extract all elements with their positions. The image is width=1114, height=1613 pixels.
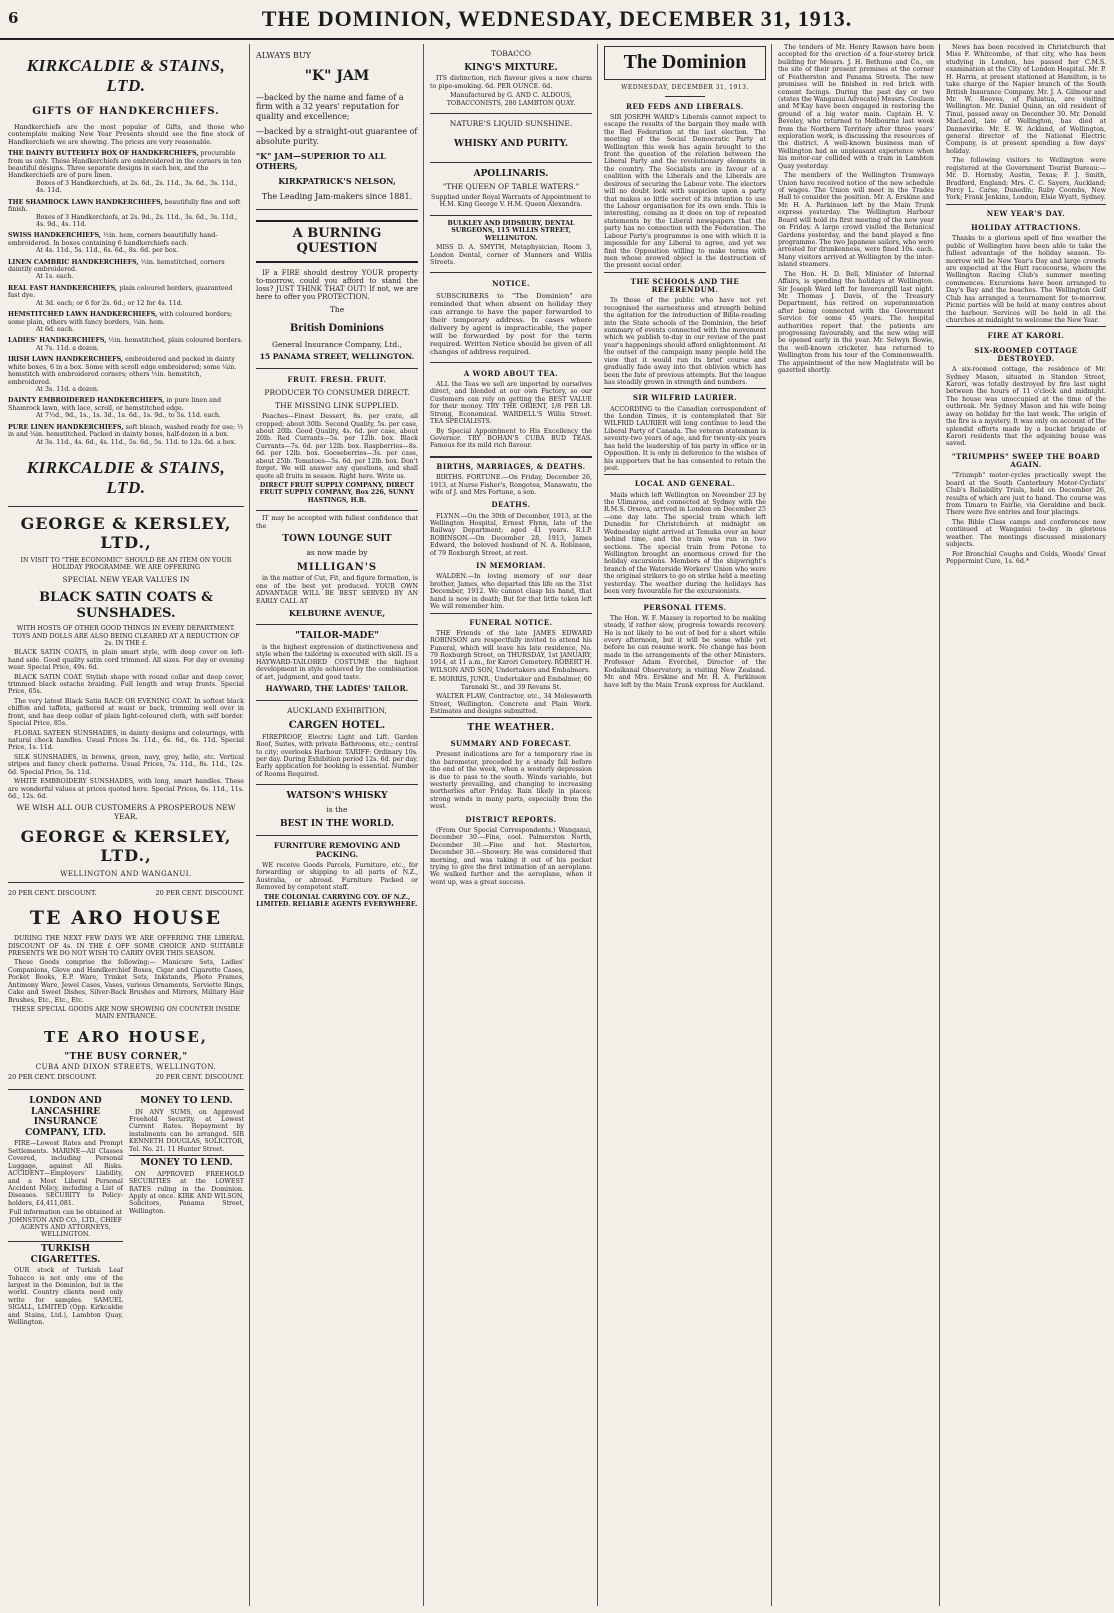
gifts-intro: Handkerchiefs are the most popular of Gifts, and those who contemplate making New Year Presents should see the fine stock of Handkerchiefs we are showing. The prices are very reasonable. [8, 123, 244, 146]
insurance-agents: Full information can be obtained at JOHNSTON AND CO., LTD., CHIEF AGENTS AND ATTORNEYS, WELLINGTON. [8, 1209, 123, 1239]
jam-leading: The Leading Jam-makers since 1881. [261, 192, 413, 202]
insurance-ad [8, 1094, 123, 1329]
te-aro-text: DURING THE NEXT FEW DAYS WE ARE OFFERING THE LIBERAL DISCOUNT OF 4s. IN THE £ OFF SOME CHOICE AND SUITABLE PRESENTS WE DO NOT WISH TO CARRY OVER THIS SEASON. [8, 935, 244, 957]
te-aro-show: THESE SPECIAL GOODS ARE NOW SHOWING ON COUNTER INSIDE MAIN ENTRANCE. [11, 1005, 241, 1021]
whisky-ad [430, 114, 592, 162]
handkerchief-item-text: ½in. hem, corners beautifully hand-embroidered. In boxes containing 6 handkerchiefs each. [8, 232, 218, 247]
col5-text-1: The tenders of Mr. Henry Rawson have been accepted for the erection of a four-storey brick building for Messrs. J. H. Bethune and Co., on the site of their present premises at the corner of Featherston and Panama Streets. The new premises will be finished in red brick with cement facings. During the past day or two (states the Wanganui Advocate) Messrs. Coulson and M'Kay have been engaged in restoring the ground of a big water main. Captain H. V. Beveley, who returned to Melbourne last week from the Northern Territory after three years' exploration work, is discussing the resources of the district. A well-known business man of Wellington had an unpleasant experience when his motor-car collided with a tram in Lambton Quay yesterday. [778, 44, 934, 170]
gk-items [8, 649, 244, 800]
smyth: MISS D. A. SMYTH, Metaphysician, Room 3, London Dental, corner of Manners and Willis Streets. [430, 244, 592, 266]
apoll-sub: "THE QUEEN OF TABLE WATERS." [442, 182, 580, 192]
triumphs-title: "TRIUMPHS" SWEEP THE BOARD AGAIN. [951, 451, 1101, 470]
tobacco-1: TOBACCO [491, 49, 531, 58]
handkerchief-item [8, 259, 244, 281]
handkerchief-item-name: SWISS HANDKERCHIEFS, [8, 232, 101, 240]
gk-title: GEORGE & KERSLEY, LTD., [20, 514, 232, 552]
tobacco-2: KING'S MIXTURE. [464, 62, 558, 73]
discount-left: 20 PER CENT. DISCOUNT. [8, 889, 97, 898]
tobacco-4: Manufactured by G. AND C. ALDOUS, TOBACCONISTS, 280 LAMBTON QUAY. [446, 92, 576, 107]
te-aro-goods: These Goods comprise the following:— Manicure Sets, Ladies' Companions, Glove and Handkerchief Boxes, Cigar and Cigarette Cases, Pocket Books, E.P. Ware, Trinket Sets, Inkstands, Photo Frames, Antimony Ware, Jewel Cases, Vases, various Ornaments, Serviette Rings, Cake and Sweet Dishes, Silver-Back Brushes and Mirrors, Military Hair Brushes, Etc., Etc., Etc. [8, 959, 244, 1004]
handkerchief-item [8, 356, 244, 393]
discount-left-2: 20 PER CENT. DISCOUNT. [8, 1073, 97, 1082]
kirkcaldie-title: KIRKCALDIE & STAINS, LTD. [26, 56, 226, 96]
column-2 [252, 44, 422, 1606]
handkerchief-item-text: in pure linen and Shamrock lawn, with lace, scroll, or hemstitched edge. [8, 397, 221, 412]
column-6 [942, 44, 1110, 1606]
handkerchief-item-name: LADIES' HANDKERCHIEFS, [8, 337, 107, 345]
handkerchief-item [8, 424, 244, 446]
jam-k: "K" JAM [304, 68, 370, 85]
col5-text-2: The members of the Wellington Tramways Union have received notice of the new schedule of wages. The Union will meet in the Trades Hall to consider the position. Mr. A. Erskine and Mr. H. A. Parkinson left by the Main Trunk express yesterday. The Wellington Harbour Board will hold its first meeting of the new year on Friday. A large crowd visited the Botanical Gardens yesterday, and the band played a fine programme. The two Japanese sailors, who were arrested for drunkenness, were fined 10s. each. Many visitors arrived at Wellington by the inter-island steamers. [778, 172, 934, 269]
gk-places: WELLINGTON AND WANGANUI. [60, 869, 192, 878]
memoriam-text: WALDEN.—In loving memory of our dear brother, James, who departed this life on the 31st December, 1912. We cannot clasp his hand, that hand is now in death; But for that little token left We will remember him. [430, 573, 592, 611]
money-title-2: MONEY TO LEND. [129, 1155, 244, 1171]
george-kersley-ad [8, 507, 244, 883]
tea-text: ALL the Teas we sell are imported by ourselves direct, and blended at our own Factory, so our Customers can rely on getting the BEST VALUE for their money. TRY THE ORIENT, 1/8 PER LB. Strong, Economical. WARDELL'S Willis Street. TEA SPECIALISTS. [430, 381, 592, 426]
handkerchief-item-prices: At 3s. 11d., 4s. 6d., 4s. 11d., 5s. 6d., 5s. 11d. to 12s. 6d. a box. [36, 438, 237, 446]
handkerchief-item-text: soft bleach, washed ready for use; ½ in and ¼in. hemstitched. Packed in dainty boxes, half-dozen in a box. [8, 423, 244, 439]
money-ads [129, 1094, 244, 1329]
tobacco-3: ITS distinction, rich flavour gives a new charm to pipe-smoking. 6d. PER OUNCE. 6d. [430, 75, 592, 90]
bd-addr: 15 PANAMA STREET, WELLINGTON. [259, 352, 415, 362]
apoll-text: Supplied under Royal Warrants of Appointment to H.M. King George V. H.M. Queen Alexandra. [431, 194, 591, 209]
furn-co: THE COLONIAL CARRYING COY. OF N.Z., LIMITED. RELIABLE AGENTS EVERYWHERE. [256, 893, 418, 909]
fire-title: FIRE AT KARORI. [946, 326, 1106, 343]
nature: NATURE'S LIQUID SUNSHINE. [449, 119, 573, 129]
column-1 [4, 44, 248, 1606]
weather-title: THE WEATHER. [430, 717, 592, 737]
handkerchief-item-text: embroidered and packed in dainty white boxes, 6 in a box. Some with scroll edge embroidered; some ¼in. hemstitch with embroidered corners; others ½in. hemstitch, embroidered. [8, 356, 237, 386]
gk-footer: GEORGE & KERSLEY, LTD., [20, 827, 232, 865]
bottom-ads [8, 1090, 244, 1329]
column-rule [597, 44, 598, 1606]
schools-text: To those of the public who have not yet recognised the earnestness and strength behind the agitation for the introduction of Bible-reading into the State schools of the Dominion, the brief summary of events connected with the movement which we publish to-day in our review of the past year's happenings should afford enlightenment. At the outset of the campaign many people held the view that it would run its brief course and gradually fade away into that oblivion which has been the fate of previous attempts. But the league has steadily grown in strength and numbers. [604, 297, 766, 386]
insurance-text: FIRE—Lowest Rates and Prompt Settlements. MARINE—All Classes Covered, including Personal Luggage, against All Risks. ACCIDENT—Employers' Liability, and a Most Liberal Personal Accident Policy, including a List of Diseases. SECURITY to Policy-holders, £4,411,081. [8, 1140, 123, 1207]
local-title: LOCAL AND GENERAL. [604, 474, 766, 491]
masthead [0, 0, 1114, 40]
cargen-ad [256, 701, 418, 785]
handkerchief-list [8, 150, 244, 446]
suit-made: as now made by [306, 547, 368, 557]
burning-question-ad [256, 210, 418, 369]
newspaper-title: THE DOMINION, WEDNESDAY, DECEMBER 31, 1913. [261, 6, 853, 31]
bible: The Bible Class camps and conferences now continued at Wanganui to-day in glorious weather. The meetings discussed missionary subjects. [946, 518, 1106, 549]
column-3 [426, 44, 596, 1606]
fruit-text: Peaches—Finest Dessert, 8s. per crate, all cropped; about 30lb. Second Quality, 5s. per case, about 20lb. Good Quality, 4s. 6d. per case, about 20lb. Red Currants—5s. per 12lb. box. Black Currants—7s. 6d. per 12lb. box. Raspberries—8s. 6d. per 12lb. box. Gooseberries—3s. per case, about 25lb. Tomatoes—5s. 6d. per 12lb. box. Don't forget. We will answer any questions, and shall quote all fruits in season. Right here. Write us. [256, 413, 418, 480]
gk-wish: WE WISH ALL OUR CUSTOMERS A PROSPEROUS NEW YEAR. [16, 803, 236, 822]
gk-item: FLORAL SATEEN SUNSHADES, in dainty designs and colourings, with natural check handles. Usual Prices 5s. 11d., 6s. 6d., 6s. 11d. Special Price, 1s. 11d. [8, 729, 244, 752]
handkerchief-item [8, 199, 244, 229]
te-aro-ad [8, 883, 244, 1090]
handkerchief-item-prices: At 4s. 11d., 5s. 11d., 6s. 6d., 8s. 6d. per box. [36, 247, 179, 255]
suit-place: KELBURNE AVENUE, [288, 608, 386, 619]
column-5 [774, 44, 938, 1606]
te-aro-title: TE ARO HOUSE [29, 906, 223, 929]
tea-title: A WORD ABOUT TEA. [463, 368, 559, 378]
births-title: BIRTHS, MARRIAGES, & DEATHS. [430, 457, 592, 474]
weather-sub: SUMMARY AND FORECAST. [450, 739, 572, 748]
funeral-text: THE Friends of the late JAMES EDWARD ROBINSON are respectfully invited to attend his Funeral, which will leave his late residence, No. 79 Roxburgh Street, on THURSDAY, 1st JANUARY, 1914, at 11 a.m., for Karori Cemetery. ROBERT H. WILSON AND SON, Undertakers and Embalmers. [430, 629, 592, 674]
handkerchief-item-name: LINEN CAMBRIC HANDKERCHIEFS, [8, 258, 139, 266]
bd-sub: General Insurance Company, Ltd., [272, 339, 402, 349]
gk-item: WHITE EMBROIDERY SUNSHADES, with long, smart handles. These are wonderful values at prices quoted here. Special Prices, 6s. 11d., 11s. 6d., 12s. 6d. [8, 778, 244, 800]
tea-ad [430, 363, 592, 457]
bronch: For Bronchial Coughs and Colds, Woods' Great Peppermint Cure, 1s. 6d.* [946, 550, 1106, 565]
handkerchief-item [8, 232, 244, 254]
furn-text: WE receive Goods Parcels, Furniture, etc., for forwarding or shipping to all parts of N.Z., Australia, or abroad. Furniture Packed or Removed by competent staff. [256, 861, 418, 892]
handkerchief-item [8, 311, 244, 333]
jam-backed-2: —backed by a straight-out guarantee of absolute purity. [256, 127, 418, 146]
discount-right-2: 20 PER CENT. DISCOUNT. [155, 1073, 244, 1082]
fire-sub: SIX-ROOMED COTTAGE DESTROYED. [974, 345, 1078, 363]
laurier-text: ACCORDING to the Canadian correspondent of the London Times, it is contemplated that Sir WILFRID LAURIER will long continue to lead the Liberal Party of Canada. The veteran statesman is seventy-two years of age, and for twenty-six years has held the leadership of his party in office or in Opposition. It is only in deference to the wishes of his supporters that he has consented to retain the post. [604, 405, 766, 472]
lead-text: SIR JOSEPH WARD's Liberals cannot expect to escape the results of the bargain they made with the Red Federation at the last election. The meeting of the Social Democratic Party at Wellington this week has again brought to the front the question of the relation between the Liberal Party and the revolutionary elements in the country. The Socialists are in favour of a coalition with the Liberals and the Liberals are desirous of securing the Labour vote. The electors will no doubt look with suspicion upon a party that makes so little secret of its intention to use the Labour organisation for its own ends. This is interesting, coming as it does on top of repeated statements by the Liberal newspapers that the party has no connection with the Federation. The Labour Party's programme is one with which it is impossible for any Liberal to agree, and yet we find the Opposition willing to make terms with men whose avowed object is the destruction of the present social order. [604, 113, 766, 270]
laurier-title: SIR WILFRID LAURIER. [604, 388, 766, 405]
notice-title: NOTICE. [492, 279, 530, 289]
district-title: DISTRICT REPORTS. [465, 814, 557, 824]
apoll-title: APOLLINARIS. [473, 168, 549, 179]
column-4 [600, 44, 770, 1606]
money-text-2: ON APPROVED FREEHOLD SECURITIES at the LOWEST RATES ruling in the Dominion. Apply at once. KIRK AND WILSON, Solicitors, Panama Street, Wellington. [129, 1170, 244, 1215]
handkerchief-item-prices: At 3s. 11d. a dozen. [36, 385, 99, 393]
funeral-title: FUNERAL NOTICE. [430, 613, 592, 630]
watson-2: is the [326, 804, 348, 814]
handkerchief-item-text: with coloured borders; some plain, others with fancy borders, ¼in. hem. [8, 311, 233, 326]
col6-text-1: News has been received in Christchurch that Miss F. Whitcombe, of that city, who has been studying in London, has passed her C.M.S. examination at the City of London Hospital. Mr. P. H. Harris, at present stationed at Hamilton, is to take charge of the Napier branch of the South British Insurance Company. Mr. J. A. Gilmour and Mr. W. Reeves, of Pahiatua, are visiting Wellington. Mr. Daniel Quinn, an old resident of Tinui, passed away on December 30. Mr. Donald MacLeod, late of Wellington, has died at Dannevirke. Mr. E. W. Ackland, of Wellington, general director of the National Electric Company, is at present spending a few days' holiday. [946, 44, 1106, 155]
dateline: WEDNESDAY, DECEMBER 31, 1913. [621, 83, 749, 91]
tailor-made: "TAILOR-MADE" [295, 631, 379, 642]
money-text: IN ANY SUMS, on Approved Freehold Security, at Lowest Current Rates. Repayment by instalments can be arranged. SIR KENNETH DOUGLAS, SOLICITOR, Tel. No. 21. 11 Hunter Street. [129, 1108, 244, 1153]
handkerchief-item-name: THE DAINTY BUTTERFLY BOX OF HANDKERCHIEFS, [8, 150, 199, 158]
burn-title: A BURNING QUESTION [256, 220, 418, 263]
gk-special: SPECIAL NEW YEAR VALUES IN [62, 574, 190, 584]
te-aro-busy: "THE BUSY CORNER," [64, 1052, 188, 1063]
burn-text: IF a FIRE should destroy YOUR property to-morrow, could you afford to stand the loss? JUST THINK THAT OUT! If not, we are here to offer you PROTECTION. [256, 268, 418, 302]
newyear-title: NEW YEAR'S DAY. [946, 204, 1106, 221]
holiday-title: HOLIDAY ATTRACTIONS. [971, 223, 1081, 233]
milligan-ad [256, 511, 418, 625]
gk-sub: WITH HOSTS OF OTHER GOOD THINGS IN EVERY DEPARTMENT. TOYS AND DOLLS ARE ALSO BEING CLEARED AT A REDUCTION OF 2s. IN THE £. [12, 625, 240, 647]
jam-always: ALWAYS BUY [256, 51, 311, 60]
insurance-title: LONDON AND LANCASHIRE INSURANCE COMPANY, LTD. [25, 1095, 106, 1138]
births-text: BIRTHS. FORTUNE.—On Friday, December 26, 1913, at Nurse Fisher's, Rongotea, Manawatu, the wife of J. and Mrs Fortune, a son. [430, 474, 592, 496]
bd-title: British Dominions [290, 320, 384, 335]
weather-text: Present indications are for a temporary rise in the barometer, preceded by a steady fall before the end of the week, when a westerly depression is due to pass to the south. Winds variable, but westerly prevailing, and changing to increasing northerlies after Friday. Rain likely in places; strong winds in many parts, especially from the west. [430, 751, 592, 811]
handkerchief-item-text: procurable from us only. These Handkerchiefs are embroidered in the corners in ten beautiful designs. Three separate designs in each box, and the Handkerchiefs are of pure linen. [8, 150, 242, 180]
page-number: 6 [8, 9, 19, 27]
discount-row-2 [8, 1071, 244, 1085]
te-aro-addr: CUBA AND DIXON STREETS, WELLINGTON. [35, 1063, 217, 1072]
handkerchief-item-name: THE SHAMROCK LAWN HANDKERCHIEFS, [8, 198, 163, 206]
handkerchief-item-prices: Boxes of 3 Handkerchiefs, at 2s. 6d., 2s. 11d., 3s. 6d., 3s. 11d., 4s. 11d. [36, 179, 238, 195]
whisky-purity: WHISKY AND PURITY. [453, 138, 568, 149]
suit-text: IT may be accepted with fullest confidence that the [256, 515, 418, 530]
handkerchief-item [8, 397, 244, 419]
apollinaris-ad [430, 163, 592, 216]
handkerchief-item-prices: Boxes of 3 Handkerchiefs, at 2s. 9d., 2s. 11d., 3s. 6d., 3s. 11d., 4s. 9d., 4s. 11d. [36, 213, 238, 228]
hayward-name: HAYWARD, THE LADIES' TAILOR. [265, 684, 409, 694]
handkerchief-item-name: IRISH LAWN HANDKERCHIEFS, [8, 356, 124, 364]
personal-text: The Hon. W. F. Massey is reported to be making steady, if rather slow, progress towards recovery. He is not likely to be out of bed for a short while every afternoon, but it will be some while yet before he can resume work. No change has been made in the arrangements of the other Ministers. Professor Adam Everchel, Director of the Kodaikanal Observatory, is visiting New Zealand. Mr. and Mrs. Erskine and Mr. H. A. Parkinson have left by the Main Trunk express for Auckland. [604, 614, 766, 689]
fruit-sub: PRODUCER TO CONSUMER DIRECT. [264, 388, 410, 398]
suit-title: TOWN LOUNGE SUIT [282, 534, 392, 545]
handkerchief-item-name: REAL FAST HANDKERCHIEFS, [8, 284, 118, 292]
handkerchief-item-text: beautifully fine and soft finish. [8, 198, 241, 214]
cargen-title: CARGEN HOTEL. [288, 719, 386, 731]
tailor-text: is the highest expression of distinctiveness and style when the tailoring is executed with skill. IS a HAYWARD-TAILORED COSTUME the highest development in style achieved by the combination of art, judgment, and good taste. [256, 644, 418, 681]
triumphs-text: "Triumph" motor-cycles practically swept the board at the South Canterbury Motor-Cyclists' Club's Reliability Trials, held on December 26, results of which are just to hand. The course was from Timaru to Fairlie, via Geraldine and back. There were five entries and four placings. [946, 472, 1106, 517]
col6-text-2: The following visitors to Wellington were registered at the Government Tourist Bureau:—Mr. D. Hornsby, Austin, Texas; F. J. Smith, Bradford, England; Mrs. C. C. Sayers, Auckland; Percy L. Carse, Dunedin; Ruby Coombs, New York; Frank Jenkins, London; Elsie Wyatt, Sydney. [946, 157, 1106, 202]
col5-text-3: The Hon. H. D. Bell, Minister of Internal Affairs, is spending the holidays at Wellington. Sir Joseph Ward left for Invercargill last night. Mr. Thomas J. Davis, of the Treasury Department, has retired on superannuation after being connected with the Government Service for some 45 years. The hospital authorities report that the patients are progressing favourably, and the new wing will be opened early in the year. Mr. Selwyn Bowie, the well-known cricketer, has returned to Wellington from his tour of the Commonwealth. The appointment of the new Magistrate will be gazetted shortly. [778, 270, 934, 375]
turkish-title: TURKISH CIGARETTES. [8, 1241, 123, 1267]
lead-title: RED FEDS AND LIBERALS. [626, 101, 744, 111]
handkerchief-item-text: ½in. hemstitched, corners daintily embroidered. [8, 258, 225, 274]
jam-ad [256, 44, 418, 210]
handkerchief-item-name: PURE LINEN HANDKERCHIEFS, [8, 423, 124, 431]
furniture-ad [256, 836, 418, 914]
dominion-title: The Dominion [604, 46, 766, 80]
discount-right: 20 PER CENT. DISCOUNT. [155, 889, 244, 898]
column-rule [249, 44, 250, 1606]
jam-kirkpatrick: KIRKPATRICK'S NELSON, [278, 176, 396, 187]
hayward-ad [256, 625, 418, 701]
deaths-text: FLYNN.—On the 30th of December, 1913, at the Wellington Hospital, Ernest Flynn, late of the Railway Department; aged 41 years. R.I.P. ROBINSON.—On December 28, 1913, James Edward, the beloved husband of N. A. Robinson, of 79 Roxburgh Street, at rest. [430, 512, 592, 557]
handkerchief-item-name: DAINTY EMBROIDERED HANDKERCHIEFS, [8, 397, 165, 405]
watson-ad [256, 785, 418, 836]
gk-item: BLACK SATIN COATS, in plain smart style, with deep cover on left-hand side. Good quality satin cord trimmed. All sizes. For day or evening wear. Special Price, 49s. 6d. [8, 649, 244, 672]
gk-item: The very latest Black Satin RACE OR EVENING COAT. In softest black chiffon and taffeta, gathered at waist or back, trimming well over in front, and has deep collar of plain light-coloured cloth, with self border. Special Price, 85s. [8, 697, 244, 728]
column-rule [771, 44, 772, 1606]
cargen-sub: AUCKLAND EXHIBITION, [287, 706, 387, 716]
personal-title: PERSONAL ITEMS. [604, 598, 766, 615]
furn-title: FURNITURE REMOVING AND PACKING. [273, 841, 401, 860]
gk-big: BLACK SATIN COATS & SUNSHADES. [39, 590, 213, 621]
handkerchief-item-prices: At 7½d., 9d., 1s., 1s. 3d., 1s. 6d., 1s. 9d., to 5s. 11d. each. [36, 412, 221, 420]
handkerchief-item-prices: At 3d. each; or 6 for 2s. 6d.; or 12 for 4s. 11d. [36, 299, 183, 307]
gk-item: BLACK SATIN COAT. Stylish shape with round collar and deep cover, trimmed black ostache braiding. Full length and wrap fronts. Special Price, 65s. [8, 673, 244, 696]
jam-backed-1: —backed by the name and fame of a firm with a 32 years' reputation for quality and excellence; [256, 92, 404, 121]
gifts-title: GIFTS OF HANDKERCHIEFS. [32, 106, 220, 118]
suit-name: MILLIGAN'S [296, 561, 378, 573]
tobacco-ad [430, 44, 592, 114]
discount-row [8, 887, 244, 901]
morris: E. MORRIS, JUNR., Undertaker and Embalmer, 60 Taranaki St., and 39 Revans St. [430, 676, 592, 691]
cargen-text: FIREPROOF, Electric Light and Lift. Garden Roof, Suites, with private Bathrooms, etc.; central to city; overlooks Harbour. TARIFF: Ordinary 10s. per day. During Exhibition period 12s. 6d. per day. Early application for booking is essential. Number of Rooms Required. [256, 733, 418, 778]
handkerchief-item-prices: At 1s. each. [36, 273, 74, 281]
handkerchief-item [8, 150, 244, 195]
handkerchief-item-prices: At 6d. each. [36, 326, 75, 334]
fruit-head: FRUIT. FRESH. FRUIT. [287, 375, 387, 385]
fire-text: A six-roomed cottage, the residence of Mr. Sydney Mason, situated in Standen Street, Karori, was totally destroyed by fire last night between the hours of 11 o'clock and midnight. The house was unoccupied at the time of the outbreak. Mr. Sydney Mason and his wife being away on holiday for the last week. The origin of the fire is a mystery. It was only on account of the splendid efforts made by a bucket brigade of Karori residents that the adjoining house was saved. [946, 366, 1106, 448]
handkerchief-item [8, 285, 244, 307]
handkerchief-item-text: ½in. hemstitched, plain coloured borders. [108, 337, 243, 345]
notice-text: SUBSCRIBERS to "The Dominion" are reminded that when absent on holiday they can arrange to have the paper forwarded to their temporary address. In cases where delivery by agent is impracticable, the paper will be forwarded by post for the term required. Written Notice should be given of all changes of address required. [430, 291, 592, 356]
column-rule [939, 44, 940, 1606]
schools-title: THE SCHOOLS AND THE REFERENDUM. [604, 272, 766, 298]
dental-ad [430, 216, 592, 274]
gk-item: SILK SUNSHADES, in browns, green, navy, grey, helio, etc. Vertical stripes and fancy check patterns. Usual Prices, 7s. 11d., 8s. 11d., 12s. 6d. Special Price, 5s. 11d. [8, 753, 244, 776]
gk-intro: IN VISIT TO "THE ECONOMIC" SHOULD BE AN ITEM ON YOUR HOLIDAY PROGRAMME. WE ARE OFFERING [20, 556, 232, 572]
holiday-text: Thanks to a glorious spell of fine weather the public of Wellington have been able to take the fullest advantage of the holiday season. To-morrow will be New Year's Day and large crowds are expected at the Hutt racecourse, where the Wellington Racing Club's summer meeting commences. Excursions have been arranged to Day's Bay and the beaches. The Wellington Golf Club has arranged a tournament for to-morrow. Picnic parties will be held at many centres about the harbour. Services will be held in all the churches at midnight to welcome the New Year. [946, 235, 1106, 324]
handkerchief-item [8, 337, 244, 352]
handkerchief-item-text: plain coloured borders, guaranteed fast dye. [8, 284, 233, 300]
walter: WALTER FLAW, Contractor, etc., 34 Molesworth Street, Wellington. Concrete and Plain Work. Estimates and designs submitted. [430, 693, 592, 715]
watson-3: BEST IN THE WORLD. [280, 818, 394, 829]
te-aro-title-2: TE ARO HOUSE, [43, 1027, 209, 1046]
jam-superior: "K" JAM—SUPERIOR TO ALL OTHERS, [256, 151, 386, 171]
suit-body: in the matter of Cut, Fit, and figure formation, is one of the best yet produced. YOUR OWN ADVANTAGE WILL BE BEST SERVED BY AN EARLY CALL AT [256, 575, 418, 605]
money-title: MONEY TO LEND. [140, 1095, 233, 1106]
bd-the: The [329, 304, 345, 314]
handkerchief-item-prices: At 7s. 11d. a dozen. [36, 344, 99, 352]
memoriam-title: IN MEMORIAM. [476, 561, 546, 571]
divider [665, 96, 705, 97]
watson-1: WATSON'S WHISKY [286, 791, 388, 802]
column-rule [423, 44, 424, 1606]
notice-ad [430, 273, 592, 362]
bohea: By Special Appointment to His Excellency the Governor. TRY BOHAN'S CUBA BUD TEAS. Famous for its mild rich flavour. [430, 427, 592, 450]
fruit-co: DIRECT FRUIT SUPPLY COMPANY, DIRECT FRUIT SUPPLY COMPANY, Box 226, SUNNY HASTINGS, H.B. [259, 481, 415, 504]
local-text: Mails which left Wellington on November 23 by the Ulimaroa, and connected at Sydney with the R.M.S. Orsova, arrived in London on December 25—one day late. The special train which left Dunedin for Christchurch at midnight on Wednesday night arrived at Temuka over an hour behind time, and the train was run in two sections. The special train from Petone to Wellington brought an enormous crowd for the holiday excursions. Members of the shipwright's branch of the Waterside Workers' Union who were the original strikers to go on strike held a meeting yesterday. The weather during the holidays has been very favourable for the excursionists. [604, 491, 766, 596]
fruit-link: THE MISSING LINK SUPPLIED. [275, 401, 399, 411]
kirkcaldie-footer: KIRKCALDIE & STAINS, LTD. [26, 457, 226, 497]
bulk-title: BULKLEY AND DIDSBURY, DENTAL SURGEONS, 115 WILLIS STREET, WELLINGTON. [447, 219, 575, 242]
handkerchief-item-name: HEMSTITCHED LAWN HANDKERCHIEFS, [8, 311, 158, 319]
turkish-text: OUR stock of Turkish Leaf Tobacco is not only one of the largest in the Dominion, but in the world. Country clients need only write for samples. SAMUEL SIGALL, LIMITED (Opp. Kirkcaldie and Stains, Ltd.), Lambton Quay, Wellington. [8, 1267, 123, 1327]
deaths-title: DEATHS. [491, 500, 531, 510]
fruit-ad [256, 369, 418, 511]
district-text: (From Our Special Correspondents.) Wanganui, December 30.—Fine, cool. Palmerston North, December 30.—Fine and hot. Masterton, December 30.—Showery. He was considered that morning, and was taking it out of his pocket trying to give the first intimation of an aeroplane. We walked farther and the aeroplane, when it went up, was a great success. [430, 826, 592, 886]
kirkcaldie-ad [8, 44, 244, 507]
